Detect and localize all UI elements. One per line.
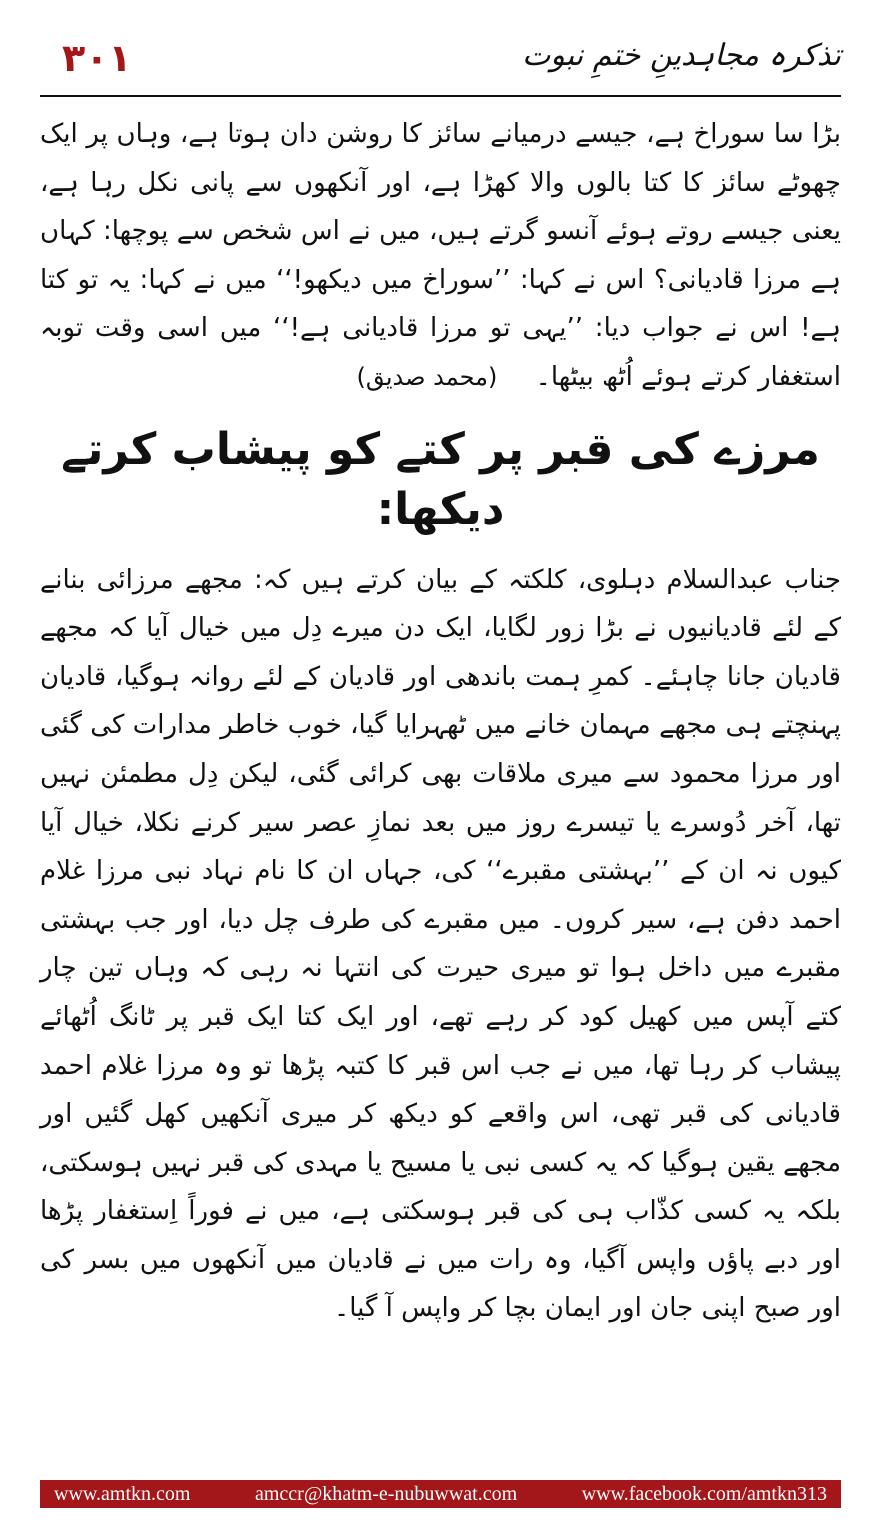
page-body bbox=[40, 110, 841, 1333]
story1-text: بڑا سا سوراخ ہے، جیسے درمیانے سائز کا روشن دان ہوتا ہے، وہاں پر ایک چھوٹے سائز کا کتا بالوں والا کھڑا ہے، اور آنکھوں سے پانی نکل رہا ہے، یعنی جیسے روتے ہوئے آنسو گرتے ہیں، میں نے اس شخص سے پوچھا: کہاں ہے مرزا قادیانی؟ اس نے کہا: ’’سوراخ میں دیکھو!‘‘ میں نے کہا: یہ تو کتا ہے! اس نے جواب دیا: ’’یہی تو مرزا قادیانی ہے!‘‘ میں اسی وقت توبہ استغفار کرتے ہوئے اُٹھ بیٹھا۔ bbox=[40, 119, 841, 392]
footer-website-link[interactable]: www.amtkn.com bbox=[54, 1482, 191, 1505]
page-header bbox=[40, 28, 841, 90]
footer-bar bbox=[40, 1480, 841, 1508]
footer-facebook-link[interactable]: www.facebook.com/amtkn313 bbox=[581, 1482, 827, 1505]
page-number: ۳۰۱ bbox=[62, 36, 132, 80]
story1-paragraph bbox=[40, 110, 841, 402]
header-divider bbox=[40, 95, 841, 97]
running-title: تذکرہ مجاہدینِ ختمِ نبوت bbox=[522, 38, 841, 73]
section-heading: مرزے کی قبر پر کتے کو پیشاب کرتے دیکھا: bbox=[61, 423, 820, 535]
story2-paragraph: جناب عبدالسلام دہلوی، کلکتہ کے بیان کرتے ہیں کہ: مجھے مرزائی بنانے کے لئے قادیانیوں نے بڑا زور لگایا، ایک دن میرے دِل میں خیال آیا کہ مجھے قادیان جانا چاہئے۔ کمرِ ہمت باندھی اور قادیان کے لئے روانہ ہوگیا، قادیان پہنچتے ہی مجھے مہمان خانے میں ٹھہرایا گیا، خوب خاطر مدارات کی گئی اور مرزا محمود سے میری ملاقات بھی کرائی گئی، لیکن دِل مطمئن نہیں تھا، آخر دُوسرے یا تیسرے روز میں بعد نمازِ عصر سیر کرنے نکلا، خیال آیا کیوں نہ ان کے ’’بہشتی مقبرے‘‘ کی، جہاں ان کا نام نہاد نبی مرزا غلام احمد دفن ہے، سیر کروں۔ میں مقبرے کی طرف چل دیا، اور جب بہشتی مقبرے میں داخل ہوا تو میری حیرت کی انتہا نہ رہی کہ وہاں تین چار کتے آپس میں کھیل کود کر رہے تھے، اور ایک کتا ایک قبر پر ٹانگ اُٹھائے پیشاب کر رہا تھا، میں نے جب اس قبر کا کتبہ پڑھا تو وہ مرزا غلام احمد قادیانی کی قبر تھی، اس واقعے کو دیکھ کر میری آنکھیں کھل گئیں اور مجھے یقین ہوگیا کہ یہ کسی نبی یا مسیح یا مہدی کی قبر نہیں ہوسکتی، بلکہ یہ کسی کذّاب ہی کی قبر ہوسکتی ہے، میں نے فوراً اِستغفار پڑھا اور دبے پاؤں واپس آگیا، وہ رات میں نے قادیان میں آنکھوں میں بسر کی اور صبح اپنی جان اور ایمان بچا کر واپس آ گیا۔ bbox=[40, 564, 841, 1324]
story1-attribution: (محمد صدیق) bbox=[356, 362, 498, 391]
footer-email-link[interactable]: amccr@khatm-e-nubuwwat.com bbox=[254, 1482, 518, 1505]
